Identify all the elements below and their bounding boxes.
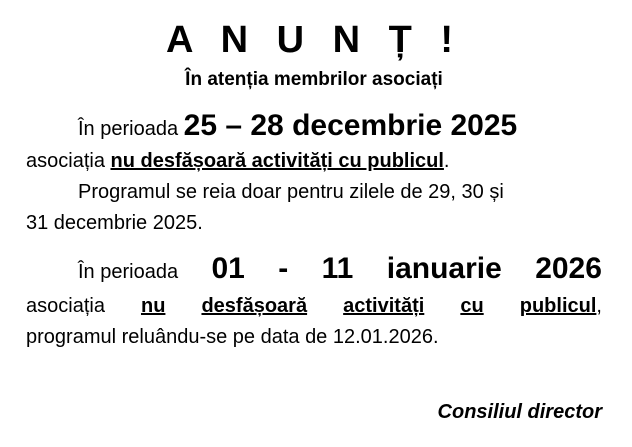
association-label: asociația xyxy=(26,150,105,172)
program-resume-line1: Programul se reia doar pentru zilele de 29, 30 și xyxy=(78,181,504,203)
notice-subtitle: În atenția membrilor asociați xyxy=(185,69,443,90)
paragraph-december-closure xyxy=(26,106,602,177)
program-resume-date-line: programul reluându-se pe data de 12.01.2026. xyxy=(26,326,439,348)
notice xyxy=(26,14,602,353)
paragraph-program-resumes xyxy=(26,177,602,239)
period-end: . xyxy=(443,150,450,172)
emph-word-activitati: activități xyxy=(343,295,425,317)
emph-word-publicul: publicul xyxy=(519,295,597,317)
comma: , xyxy=(596,295,602,317)
paragraph-january-closure xyxy=(26,253,602,353)
january-date-end: 11 xyxy=(321,252,354,285)
january-date-start: 01 xyxy=(211,252,245,285)
period-prefix-january: În perioada xyxy=(78,261,179,283)
january-year: 2026 xyxy=(535,252,602,285)
emph-word-desfasoara: desfășoară xyxy=(201,295,308,317)
program-resume-line2: 31 decembrie 2025. xyxy=(26,212,203,234)
emph-word-cu: cu xyxy=(460,295,484,317)
december-dates: 25 – 28 decembrie 2025 xyxy=(183,109,518,142)
notice-title: A N U N Ț ! xyxy=(165,19,462,61)
signature: Consiliul director xyxy=(437,401,602,423)
period-prefix: În perioada xyxy=(78,118,179,140)
emph-word-nu: nu xyxy=(140,295,166,317)
january-month: ianuarie xyxy=(386,252,502,285)
no-public-activity-text: nu desfășoară activități cu publicul xyxy=(110,150,444,172)
january-date-dash: - xyxy=(278,252,289,285)
association-label-january: asociația xyxy=(26,295,105,317)
